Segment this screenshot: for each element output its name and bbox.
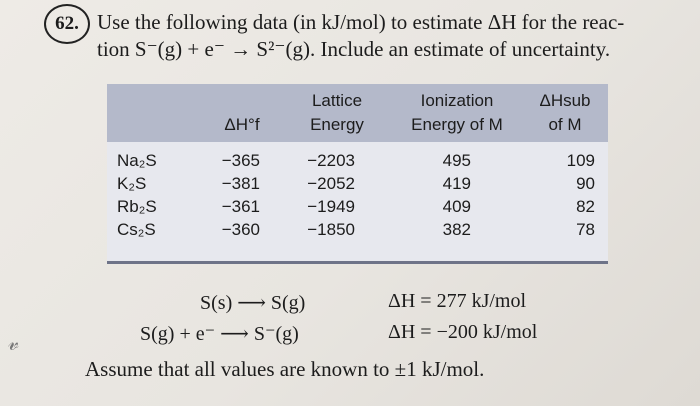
header-lattice-line2: Energy xyxy=(310,115,364,134)
dhsub-cell: 82 xyxy=(576,197,595,216)
header-ionization-line1: Ionization xyxy=(420,91,494,110)
lattice-cell: −1949 xyxy=(307,197,355,216)
table-body xyxy=(107,142,608,264)
pen-mark: 𝓋 xyxy=(8,330,19,355)
compound-cell: Cs₂S xyxy=(117,220,156,239)
dhsub-cell: 109 xyxy=(566,151,595,170)
enthalpy-2: ΔH = −200 kJ/mol xyxy=(388,321,538,343)
ionization-cell: 419 xyxy=(442,174,471,193)
dhf-cell: −360 xyxy=(221,220,260,239)
header-dhsub-line1: ΔHsub xyxy=(539,91,591,110)
ionization-cell: 495 xyxy=(442,151,471,170)
header-dhsub-line2: of M xyxy=(548,115,582,134)
ionization-cell: 382 xyxy=(442,220,471,239)
uncertainty-note: Assume that all values are known to ±1 kJ/mol. xyxy=(85,357,485,381)
header-ionization-line2: Energy of M xyxy=(411,115,503,134)
enthalpy-1: ΔH = 277 kJ/mol xyxy=(388,290,527,312)
ionization-cell: 409 xyxy=(442,197,471,216)
compound-cell: Na₂S xyxy=(117,151,157,170)
problem-number: 62. xyxy=(44,4,90,44)
header-lattice-line1: Lattice xyxy=(311,91,363,110)
header-dhf: ΔH°f xyxy=(224,115,260,134)
problem-text-line-2: tion S⁻(g) + e⁻ → S²⁻(g). Include an estimate of uncertainty. xyxy=(97,37,611,61)
data-table xyxy=(107,84,608,264)
dhf-cell: −381 xyxy=(221,174,260,193)
dhsub-cell: 90 xyxy=(576,174,595,193)
dhf-cell: −361 xyxy=(221,197,260,216)
lattice-cell: −1850 xyxy=(307,220,355,239)
lattice-cell: −2203 xyxy=(307,151,355,170)
reaction-2: S(g) + e⁻ ⟶ S⁻(g) xyxy=(140,323,299,345)
compound-cell: K₂S xyxy=(117,174,147,193)
dhf-cell: −365 xyxy=(221,151,260,170)
reaction-1: S(s) ⟶ S(g) xyxy=(200,292,306,314)
problem-text-line-1: Use the following data (in kJ/mol) to estimate ΔH for the reac- xyxy=(97,10,625,34)
lattice-cell: −2052 xyxy=(307,174,355,193)
dhsub-cell: 78 xyxy=(576,220,595,239)
compound-cell: Rb₂S xyxy=(117,197,157,216)
table-header xyxy=(107,84,608,144)
